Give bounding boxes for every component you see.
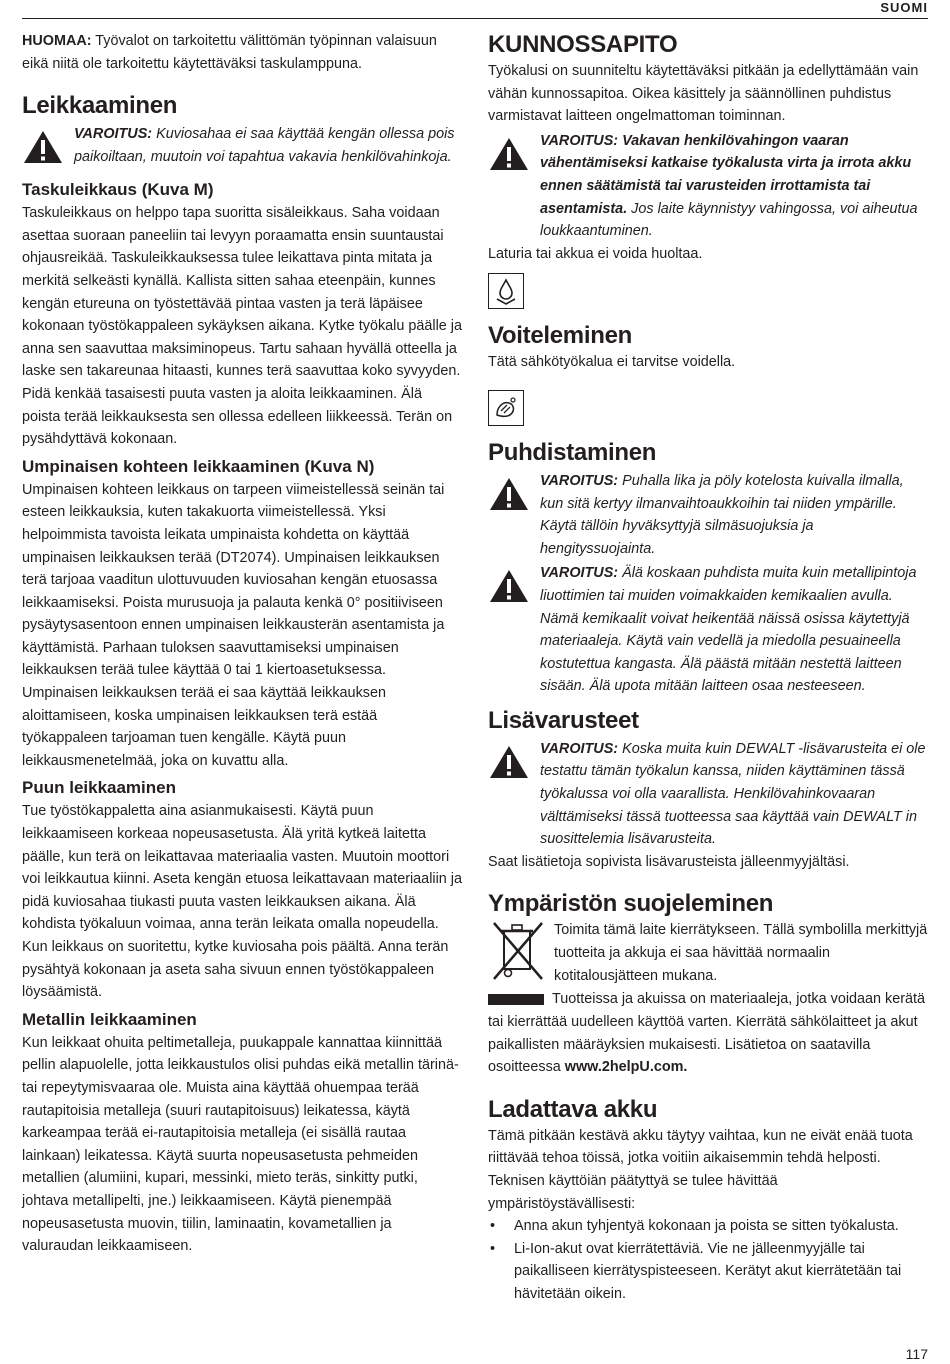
cleaning-icon (488, 390, 524, 426)
environment-text-2 (488, 988, 928, 1078)
wood-heading: Puun leikkaaminen (22, 778, 176, 798)
note-label: HUOMAA: (22, 33, 92, 49)
list-item: • Anna akun tyhjentyä kokonaan ja poista se sitten työkalusta. (488, 1215, 928, 1238)
cutting-warning-text (74, 123, 462, 168)
note-paragraph (22, 30, 462, 75)
environment-heading: Ympäristön suojeleminen (488, 890, 774, 918)
maintenance-heading: KUNNOSSAPITO (488, 31, 678, 58)
warning-icon (22, 123, 74, 170)
warning-body: Jos laite käynnistyy vahingossa, voi aiheutua loukkaantuminen. (540, 200, 918, 240)
maintenance-warning-text (540, 130, 928, 243)
list-item: • Li-Ion-akut ovat kierrätettäviä. Vie ne jälleenmyyjälle tai paikalliseen kierrätyspisteeseen. Kerätyt akut kierrätetään tai hävitetään oikein. (488, 1238, 928, 1306)
maintenance-warning (488, 130, 928, 243)
warning-icon (488, 562, 540, 609)
warning-icon (488, 470, 540, 517)
maintenance-text: Työkalusi on suunniteltu käytettäväksi pitkään ja edellyttämään vain vähän kunnossapitoa. Oikea käsittely ja säännöllinen puhdistus varmistavat laitteen ongelmattoman toiminnan. (488, 63, 919, 125)
warning-body: Puhalla lika ja pöly kotelosta kuivalla ilmalla, kun sitä kertyy ilmanvaihtoaukkoihin tai niiden ympärille. Käytä tällöin hyväksyttyjä silmäsuojuksia ja hengityssuojainta. (540, 472, 904, 557)
cutting-heading: Leikkaaminen (22, 92, 178, 120)
environment-text-1: Toimita tämä laite kierrätykseen. Tällä symbolilla merkittyjä tuotteita ja akkuja ei saa hävittää normaalin kotitalousjätteen mukana. (554, 922, 928, 984)
warning-body: Älä koskaan puhdista muita kuin metallipintoja liuottimien tai muiden voimakkaiden kemikaalien avulla. Nämä kemikaalit voivat heikentää näissä osissa käytettyjä materiaaleja. Käytä vain vedellä ja miedolla pesuaineella kostutettua kangasta. Älä päästä mitään nestettä laitteen sisään. Älä upota mitään laitteen osaa nesteeseen. (540, 565, 917, 695)
cleaning-warning-2-text (540, 562, 928, 698)
battery-text: Tämä pitkään kestävä akku täytyy vaihtaa, kun ne eivät enää tuota riittävää tehoa töissä, jotka voitiin aikaisemmin tehdä helposti. Teknisen käyttöiän päätyttyä se tulee hävittää ympäristöystävällisesti: (488, 1127, 913, 1212)
warning-icon (488, 738, 540, 785)
page-number: 117 (905, 1346, 928, 1362)
accessories-heading: Lisävarusteet (488, 706, 639, 734)
warning-label: VAROITUS: (540, 472, 619, 489)
cleaning-warning-1 (488, 470, 928, 560)
oil-drop-icon (488, 273, 524, 309)
right-column (488, 30, 928, 1306)
cleaning-heading: Puhdistaminen (488, 438, 657, 466)
accessories-warning-text (540, 738, 928, 851)
header-rule (22, 18, 928, 19)
warning-label: VAROITUS: (540, 565, 619, 582)
left-column (22, 30, 462, 1258)
language-label: SUOMI (880, 0, 928, 15)
pocket-heading: Taskuleikkaus (Kuva M) (22, 180, 214, 200)
flush-text: Umpinaisen kohteen leikkaus on tarpeen viimeistellessä seinän tai esteen leikkauksia, kuten takakuorta viimeistellessä. Yksi helpoimmista tavoista leikata umpinaista kohdetta on käyttää umpinaisen leikkauksen terää (DT2074). Umpinaisen leikkauksen terä tarjoaa vaaditun ulottuvuuden kuviosahan kengän etuosassa leikkaamiseksi. Poista murusuoja ja palauta kenkä 0° positiiviseen pysäytysasentoon ennen umpinaisen leikkausterän asentamista ja käyttämistä. Parhaan tuloksen saavuttamiseksi umpinaisen leikkauksen terää tulee käyttää 0 tai 1 kiertoasetuksessa. Umpinaisen leikkauksen terää ei saa käyttää leikkauksen aloittamiseen, koska umpinaisen leikkauksen terä estää työkappaleen tarjoaman tuen kengälle. Käytä puun leikkausmenetelmää, joka on kuvattu alla. (22, 481, 445, 769)
metal-heading: Metallin leikkaaminen (22, 1009, 197, 1029)
cutting-warning (22, 123, 462, 170)
warning-bold: VAROITUS: Vakavan henkilövahingon vaaran vähentämiseksi katkaise työkalusta virta ja irrota akku ennen säätämistä tai varusteiden irrottamista tai asentamista. (540, 132, 912, 217)
lubrication-text: Tätä sähkötyökalua ei tarvitse voidella. (488, 354, 736, 371)
lubrication-heading: Voiteleminen (488, 322, 632, 350)
warning-icon (488, 130, 540, 177)
cleaning-warning-2 (488, 562, 928, 698)
environment-body: Tuotteissa ja akuissa on materiaaleja, jotka voidaan kerätä tai kierrättää uudelleen käyttöä varten. Kierrätä sähkölaitteet ja akut paikallisten määräyksien mukaisesti. Lisätietoa on saatavilla osoitteessa (488, 991, 926, 1076)
accessories-text: Saat lisätietoja sopivista lisävarusteista jälleenmyyjältäsi. (488, 853, 850, 870)
recycle-block (488, 919, 928, 988)
wood-text: Tue työstökappaletta aina asianmukaisesti. Käytä puun leikkaamiseen korkeaa nopeusasetusta. Älä yritä kytkeä laitetta päälle, kun terä on leikattavaa materiaalia vasten. Muutoin moottori voi leikkautua kiinni. Aseta kengän etuosa leikattavaan materiaaliin ja pidä kuviosahaa tiukasti puuta vasten leikkauksen aikana. Älä kohdista työkaluun voimaa, anna terän leikata omalla nopeudella. Kun leikkaus on suoritettu, kytke kuviosaha pois päältä. Anna terän pysähtyä kokonaan ja aseta saha sivuun ennen työstökappaleen löysäämistä. (22, 803, 462, 1001)
flush-heading: Umpinaisen kohteen leikkaaminen (Kuva N) (22, 456, 375, 476)
warning-body: Kuviosahaa ei saa käyttää kengän ollessa pois paikoiltaan, muutoin voi tapahtua vakavia henkilövahinkoja. (74, 126, 455, 165)
metal-text: Kun leikkaat ohuita peltimetalleja, puukappale kannattaa kiinnittää pellin alapuolelle, jotta leikkaustulos olisi puhdas eikä metallin tärinä- tai repeytymisvaaraa ole. Muista aina käyttää ohuempaa terää rautapitoisia metalleja (suuri rautapitoisuus) leikatessa, käytä karkeampaa terää ei-rautapitoisia metalleja (ei sisällä rautaa lainkaan) leikatessa. Käytä suurta nopeusasetusta pehmeiden metallien (alumiini, kupari, messinki, mieto teräs, sinkitty putki, johtava metallipelti, jne.) leikkaamiseen. Käytä pienempää nopeusasetusta muovin, tiilin, laminaatin, kovametallien ja valuraudan leikkaamiseen. (22, 1034, 459, 1255)
note-text: Työvalot on tarkoitettu välittömän työpinnan valaisuun eikä niitä ole tarkoitettu käytettäväksi taskulamppuna. (22, 33, 437, 72)
accessories-warning (488, 738, 928, 851)
crossed-bin-icon (488, 919, 554, 988)
warning-label: VAROITUS: (74, 126, 153, 143)
battery-heading: Ladattava akku (488, 1095, 658, 1123)
cleaning-warning-1-text (540, 470, 928, 560)
warning-label: VAROITUS: (540, 740, 619, 757)
maintenance-note: Laturia tai akkua ei voida huoltaa. (488, 245, 703, 262)
pocket-text: Taskuleikkaus on helppo tapa suoritta sisäleikkaus. Saha voidaan asettaa suoraan paneeliin tai levyyn poraamatta ensin suuntaustai ohjausreikää. Taskuleikkauksessa tulee leikattava pinta mitata ja merkitä selkeästi kynällä. Kallista sitten sahaa eteenpäin, kunnes kengän etureuna on työstettävää pintaa vasten ja terä läpäisee kokonaan työstökappaleen sykäyksen aikana. Kytke työkalu päälle ja anna sen saavuttaa maksiminopeus. Tartu sahaan hyvällä otteella ja laske sen takareunaa hitaasti, kunnes terä saavuttaa koko syvyyden. Pidä kenkää tasaisesti puuta vasten ja aloita leikkaaminen. Älä poista terää leikkauksesta sen ollessa edelleen liikkeessä. Terän on pysähdyttävä kokonaan. (22, 205, 462, 448)
environment-url: www.2helpU.com. (564, 1059, 688, 1076)
warning-body: Koska muita kuin DEWALT -lisävarusteita ei ole testattu tämän työkalun kanssa, niiden käyttäminen tässä työkalussa voi olla vaarallista. Henkilövahinkovaaran välttämiseksi tässä tuotteessa saa käyttää vain DEWALT in suosittelemia lisävarusteita. (540, 740, 926, 848)
battery-list (488, 1215, 928, 1305)
collection-bar (488, 994, 544, 1005)
